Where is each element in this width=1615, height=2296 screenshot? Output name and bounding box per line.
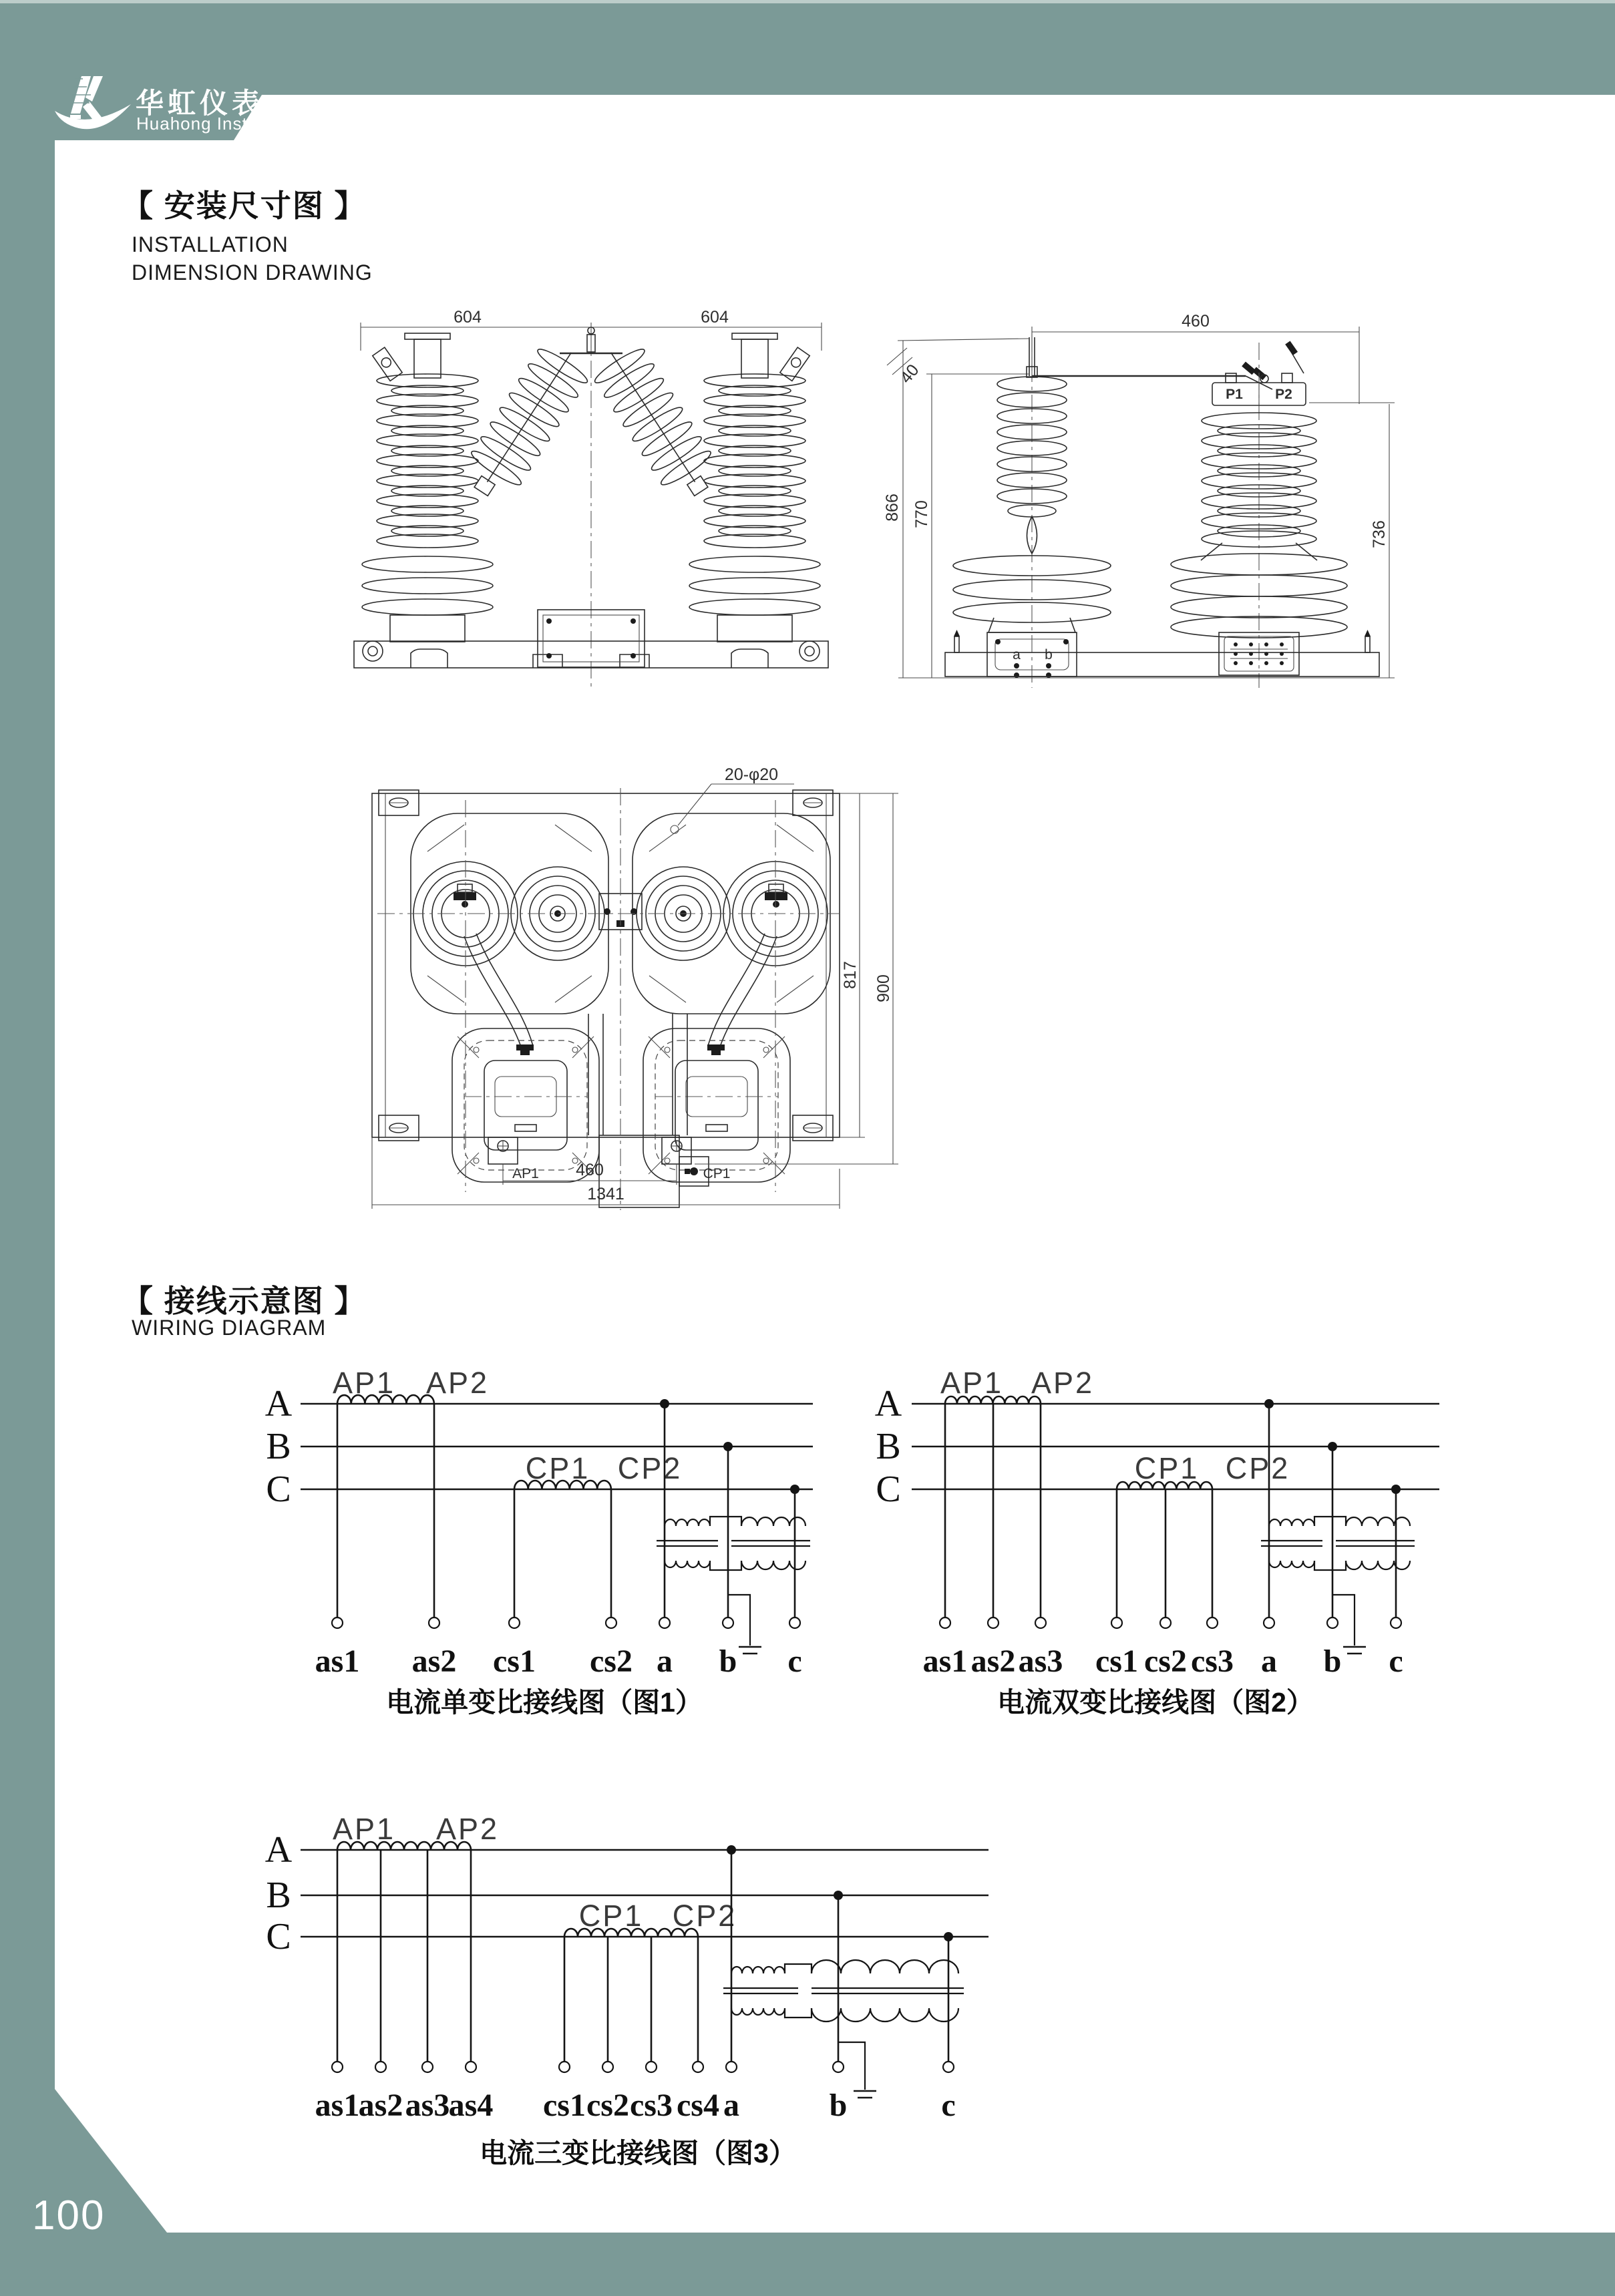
plan-dim-width-1341 — [372, 1137, 840, 1209]
fig3-term-as1: as1 — [315, 2088, 360, 2123]
fig1-term-cs2: cs2 — [590, 1644, 633, 1679]
fig1-phase-b: B — [266, 1426, 291, 1467]
dim-770: 770 — [912, 500, 931, 528]
fig1-transformer — [657, 1517, 810, 1570]
fig2-cp1: CP1 — [1134, 1451, 1200, 1485]
fig1-terminal-circles — [332, 1617, 800, 1628]
fig1-phase-a: A — [264, 1383, 293, 1424]
header-top-stripe — [0, 0, 1615, 3]
fig2-term-b: b — [1323, 1644, 1342, 1679]
fig3-term-a: a — [723, 2088, 739, 2123]
fig2-term-a: a — [1261, 1644, 1277, 1679]
header-band — [0, 0, 1615, 95]
fig3-term-cs3: cs3 — [630, 2088, 673, 2123]
front-left-tower — [362, 333, 493, 642]
fig3-cp1: CP1 — [578, 1899, 644, 1933]
plan-note-text: 20-φ20 — [724, 765, 779, 784]
plan-dim-817 — [840, 793, 865, 1137]
dim-604-left: 604 — [454, 308, 482, 327]
dim-604-right: 604 — [701, 308, 729, 327]
fig3-term-as2: as2 — [358, 2088, 403, 2123]
plan-corner-tabs — [379, 790, 833, 1141]
fig2-phase-b: B — [876, 1426, 901, 1467]
fig1-ap1: AP1 — [332, 1366, 396, 1400]
dim-40: 40 — [896, 361, 923, 387]
fig2-terminal-circles — [940, 1617, 1401, 1628]
huahong-logo-icon — [52, 72, 134, 134]
fig2-term-as2: as2 — [970, 1644, 1016, 1679]
fig1-term-b: b — [719, 1644, 737, 1679]
dim-460-top: 460 — [1182, 312, 1210, 331]
brand-name-cn: 华虹仪表 — [136, 87, 264, 119]
fig1-term-a: a — [657, 1644, 673, 1679]
fig2-term-cs1: cs1 — [1095, 1644, 1138, 1679]
svg-text:1341: 1341 — [587, 1185, 624, 1203]
bottom-band — [0, 2233, 1615, 2296]
fig1-cp1: CP1 — [525, 1451, 590, 1485]
side-label-a: a — [1013, 647, 1021, 662]
install-title-en1: INSTALLATION — [132, 232, 289, 256]
svg-text:460: 460 — [576, 1161, 604, 1179]
fig3-ap2: AP2 — [435, 1812, 500, 1846]
dim-736: 736 — [1370, 520, 1389, 548]
fig2-drop-lines — [945, 1404, 1396, 1617]
fig3-transformer — [723, 1960, 964, 2022]
plan-dim-900 — [695, 793, 898, 1164]
fig3-ap1: AP1 — [332, 1812, 396, 1846]
fig3-term-cs2: cs2 — [586, 2088, 629, 2123]
plan-label-ap1: AP1 — [512, 1166, 539, 1181]
fig3-terminal-circles — [332, 2062, 954, 2072]
plan-label-cp1: CP1 — [703, 1166, 731, 1181]
fig2-transformer — [1261, 1517, 1415, 1570]
front-right-tower — [689, 333, 820, 642]
plan-feet — [488, 1137, 691, 1164]
side-label-b: b — [1045, 647, 1053, 662]
fig3-cp2: CP2 — [672, 1899, 737, 1933]
front-lug-left — [373, 347, 402, 381]
fig2-cp2: CP2 — [1225, 1451, 1290, 1485]
fig1-drop-lines — [337, 1404, 795, 1617]
side-right-unit — [1171, 343, 1347, 688]
fig3-drop-lines — [337, 1850, 948, 2062]
fig2-phase-a: A — [874, 1383, 902, 1424]
side-dim-40 — [887, 348, 923, 387]
fig3-term-c: c — [941, 2088, 956, 2123]
side-dim-460 — [1032, 312, 1359, 404]
side-dim-736 — [898, 403, 1395, 678]
wiring-title-en: WIRING DIAGRAM — [132, 1316, 327, 1340]
fig2-phase-c: C — [876, 1469, 901, 1510]
front-lug-right — [780, 347, 810, 381]
wiring-fig1 — [264, 1366, 818, 1748]
svg-text:817: 817 — [841, 961, 860, 989]
install-title-cn: 【 安装尺寸图 】 — [122, 188, 367, 223]
fig2-ap2: AP2 — [1031, 1366, 1095, 1400]
fig1-phase-c: C — [266, 1469, 291, 1510]
fig2-term-cs3: cs3 — [1191, 1644, 1234, 1679]
fig3-caption: 电流三变比接线图（图3） — [480, 2138, 796, 2168]
brand-name-en: Huahong Instrument — [136, 114, 306, 134]
fig1-term-cs1: cs1 — [493, 1644, 536, 1679]
fig2-term-as1: as1 — [922, 1644, 968, 1679]
side-bus — [1029, 337, 1304, 389]
side-label-p1: P1 — [1226, 387, 1243, 402]
fig1-term-as2: as2 — [411, 1644, 457, 1679]
fig3-term-cs4: cs4 — [677, 2088, 719, 2123]
wiring-fig2 — [865, 1366, 1446, 1748]
fig3-phase-c: C — [266, 1916, 291, 1957]
side-label-p2: P2 — [1275, 387, 1292, 402]
plan-view-drawing — [364, 761, 912, 1215]
fig2-caption: 电流双变比接线图（图2） — [997, 1687, 1314, 1718]
fig1-term-c: c — [787, 1644, 802, 1679]
fig3-phase-b: B — [266, 1875, 291, 1916]
fig1-term-as1: as1 — [315, 1644, 360, 1679]
fig1-caption: 电流单变比接线图（图1） — [386, 1687, 703, 1718]
front-view-drawing — [334, 304, 848, 698]
fig1-ap2: AP2 — [425, 1366, 490, 1400]
fig2-ap1: AP1 — [940, 1366, 1004, 1400]
fig3-phase-a: A — [264, 1829, 293, 1871]
fig2-term-cs2: cs2 — [1144, 1644, 1187, 1679]
fig1-cp2: CP2 — [617, 1451, 683, 1485]
dim-866: 866 — [883, 494, 902, 522]
fig3-term-as3: as3 — [405, 2088, 450, 2123]
fig3-term-cs1: cs1 — [543, 2088, 586, 2123]
fig2-term-as3: as3 — [1018, 1644, 1063, 1679]
fig3-term-as4: as4 — [448, 2088, 494, 2123]
fig3-term-b: b — [829, 2088, 848, 2123]
fig2-term-c: c — [1389, 1644, 1403, 1679]
wiring-fig3 — [264, 1812, 1005, 2196]
side-left-unit — [953, 335, 1111, 688]
wiring-title-cn: 【 接线示意图 】 — [122, 1284, 367, 1318]
side-view-drawing — [882, 304, 1409, 698]
logo-mark — [70, 76, 103, 119]
svg-text:900: 900 — [874, 974, 893, 1002]
page-number: 100 — [32, 2192, 106, 2239]
install-title-en2: DIMENSION DRAWING — [132, 260, 373, 284]
left-edge-strip — [0, 95, 55, 2296]
